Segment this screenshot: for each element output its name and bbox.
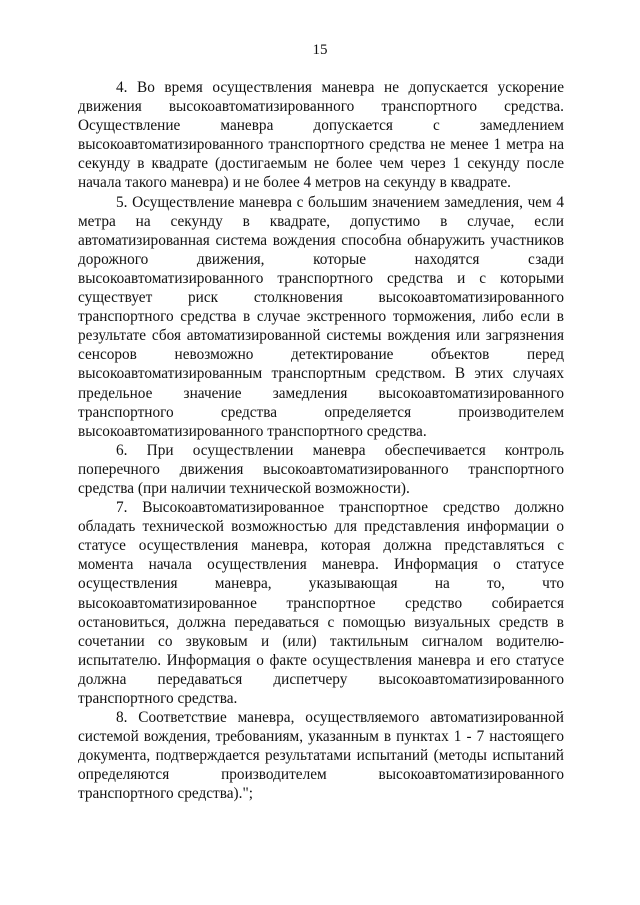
paragraph-item-8: 8. Соответствие маневра, осуществляемого автоматизированной системой вождения, требованиям, указанным в пунктах 1 - 7 настоящего документа, подтверждается результатами испытаний (методы испытаний определяются производителем высокоавтоматизированного транспортного средства)."; (78, 709, 564, 803)
paragraph-item-4: 4. Во время осуществления маневра не допускается ускорение движения высокоавтоматизированного транспортного средства. Осуществление маневра допускается с замедлением высокоавтоматизированного транспортного средства не менее 1 метра на секунду в квадрате (достигаемым не более чем через 1 секунду после начала такого маневра) и не более 4 метров на секунду в квадрате. (78, 79, 564, 192)
page-number: 15 (312, 42, 328, 58)
paragraph-item-5: 5. Осуществление маневра с большим значением замедления, чем 4 метра на секунду в квадрате, допустимо в случае, если автоматизированная система вождения способна обнаружить участников дорожного движения, которые находятся сзади высокоавтоматизированного транспортного средства и с которыми существует риск столкновения высокоавтоматизированного транспортного средства в случае экстренного торможения, либо если в результате сбоя автоматизированной системы вождения или загрязнения сенсоров невозможно детектирование объектов перед высокоавтоматизированным транспортным средством. В этих случаях предельное значение замедления высокоавтоматизированного транспортного средства определяется производителем высокоавтоматизированного транспортного средства. (78, 193, 564, 440)
paragraph-item-6: 6. При осуществлении маневра обеспечивается контроль поперечного движения высокоавтоматизированного транспортного средства (при наличии технической возможности). (78, 441, 564, 497)
document-body (78, 78, 564, 804)
paragraph-item-7: 7. Высокоавтоматизированное транспортное средство должно обладать технической возможностью для представления информации о статусе осуществления маневра, которая должна представляться с момента начала осуществления маневра. Информация о статусе осуществления маневра, указывающая на то, что высокоавтоматизированное транспортное средство собирается остановиться, должна передаваться с помощью визуальных средств в сочетании со звуковым и (или) тактильным сигналом водителю-испытателю. Информация о факте осуществления маневра и его статусе должна передаваться диспетчеру высокоавтоматизированного транспортного средства. (78, 499, 564, 707)
